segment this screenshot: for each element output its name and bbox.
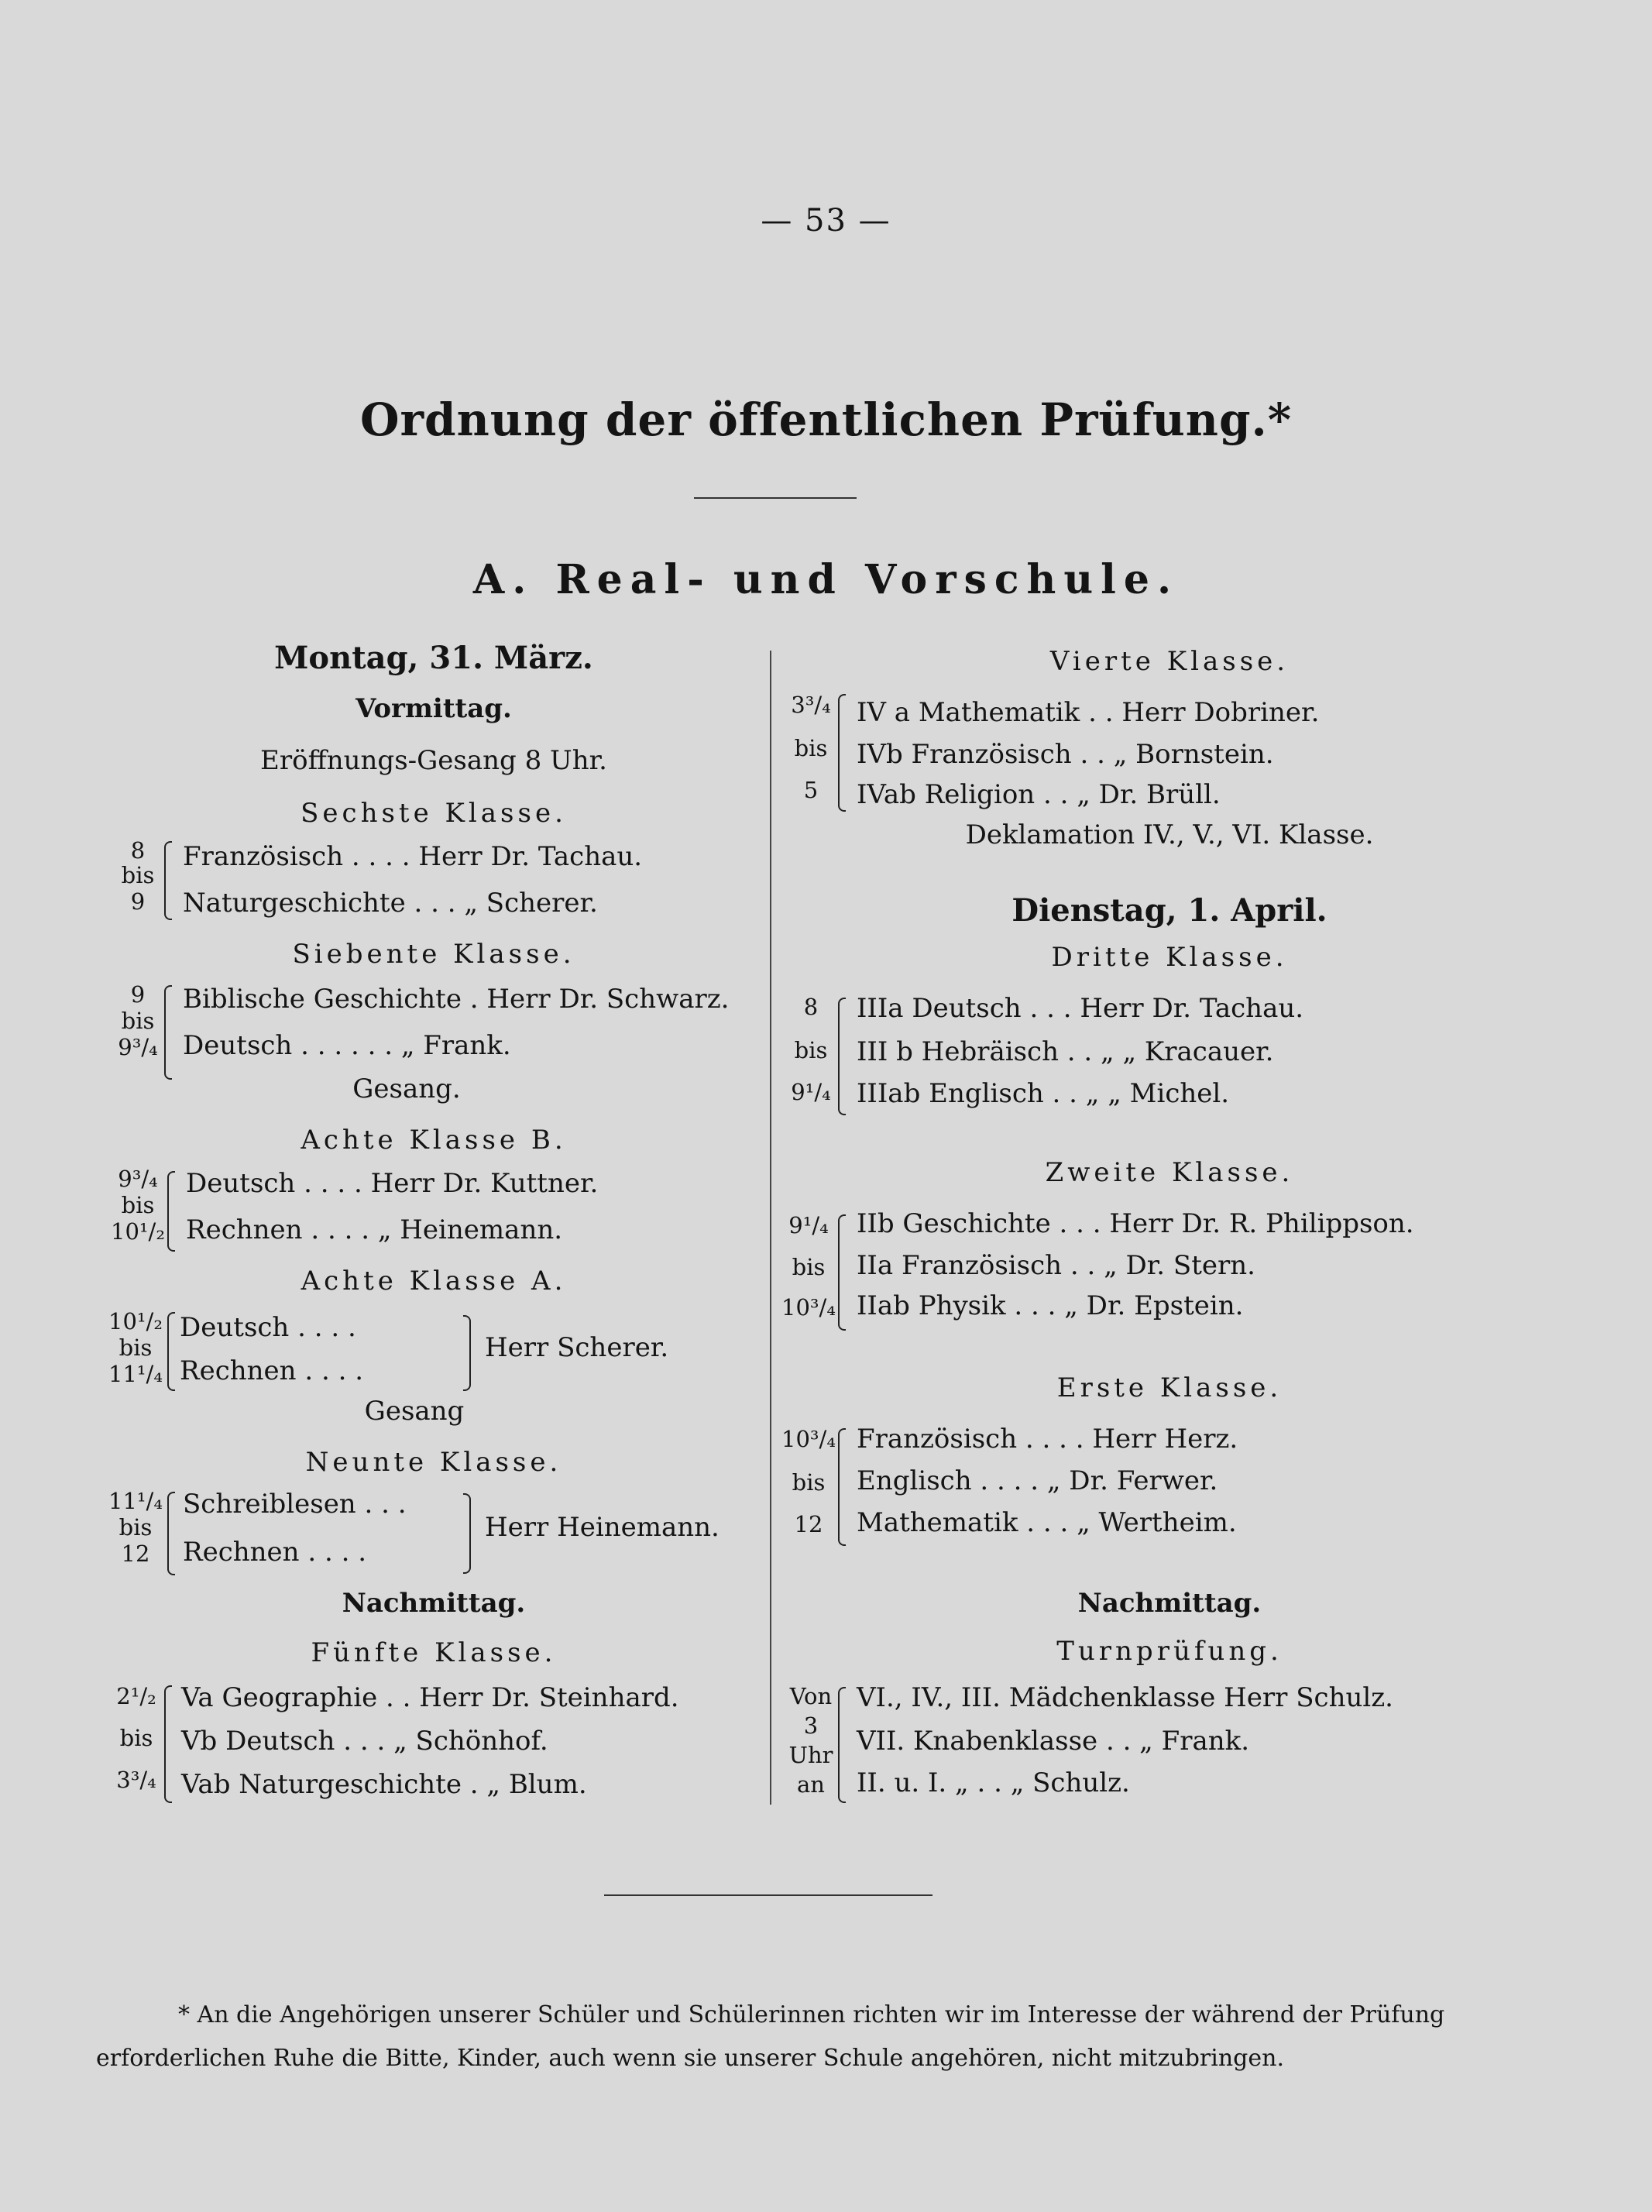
class-heading-5: Fünfte Klasse. <box>311 1637 557 1668</box>
schedule-row: VI., IV., III. Mädchenklasse Herr Schulz. <box>857 1682 1393 1713</box>
afternoon-heading: Nachmittag. <box>1077 1588 1262 1619</box>
time-from: 8 <box>803 994 819 1020</box>
time-bis: bis <box>118 1334 153 1361</box>
schedule-row: Biblische Geschichte . Herr Dr. Schwarz. <box>183 984 730 1015</box>
schedule-row: Mathematik . . . „ Wertheim. <box>857 1507 1237 1538</box>
schedule-row: II. u. I. „ . . „ Schulz. <box>857 1767 1130 1798</box>
class-heading-9: Neunte Klasse. <box>305 1447 562 1478</box>
class-heading-1: Erste Klasse. <box>1056 1372 1283 1403</box>
schedule-row: IIb Geschichte . . . Herr Dr. R. Philippson. <box>857 1208 1414 1239</box>
class-heading-6: Sechste Klasse. <box>301 798 567 829</box>
time-to: 5 <box>803 777 819 803</box>
time-to: 10¹/₂ <box>111 1218 165 1245</box>
footnote-rule <box>604 1894 932 1896</box>
brace <box>838 694 846 812</box>
schedule-row: Va Geographie . . Herr Dr. Steinhard. <box>181 1682 679 1713</box>
brace <box>838 1687 846 1803</box>
time-from: 3³/₄ <box>791 692 831 718</box>
page-title: Ordnung der öffentlichen Prüfung.* <box>359 393 1293 446</box>
time-bis: bis <box>118 1514 153 1540</box>
schedule-row: IIIab Englisch . . „ „ Michel. <box>857 1078 1230 1109</box>
class-heading-7: Siebente Klasse. <box>292 939 575 970</box>
afternoon-heading: Nachmittag. <box>342 1588 526 1619</box>
time-to: 3³/₄ <box>116 1767 156 1793</box>
time-to: 11¹/₄ <box>108 1361 163 1387</box>
schedule-row: IV a Mathematik . . Herr Dobriner. <box>857 697 1320 728</box>
brace <box>164 841 172 920</box>
schedule-row: Englisch . . . . „ Dr. Ferwer. <box>857 1465 1218 1496</box>
page-number: — 53 — <box>761 203 891 239</box>
class-heading-8a: Achte Klasse A. <box>301 1266 567 1297</box>
schedule-row: VII. Knabenklasse . . „ Frank. <box>857 1726 1250 1757</box>
class-heading-8b: Achte Klasse B. <box>301 1125 567 1156</box>
time-to: 12 <box>121 1540 150 1567</box>
day-heading-tuesday: Dienstag, 1. April. <box>1011 892 1327 929</box>
schedule-row: IIab Physik . . . „ Dr. Epstein. <box>857 1290 1244 1321</box>
time-bis: bis <box>121 1008 155 1034</box>
brace-right <box>463 1315 471 1391</box>
time-to: 9 <box>130 888 146 915</box>
opening-song: Eröffnungs-Gesang 8 Uhr. <box>260 745 607 776</box>
title-rule <box>694 497 857 499</box>
schedule-row: IIIa Deutsch . . . Herr Dr. Tachau. <box>857 993 1304 1024</box>
gym-exam-heading: Turnprüfung. <box>1056 1636 1283 1667</box>
schedule-row: Französisch . . . . Herr Herz. <box>857 1424 1238 1455</box>
time-uhr: Uhr <box>788 1742 833 1768</box>
brace <box>167 1171 175 1252</box>
schedule-row: IVb Französisch . . „ Bornstein. <box>857 739 1274 770</box>
time-from: Von <box>789 1683 833 1709</box>
declamation-note: Deklamation IV., V., VI. Klasse. <box>965 819 1374 850</box>
time-bis: bis <box>794 735 828 761</box>
footnote-line-2: erforderlichen Ruhe die Bitte, Kinder, auch wenn sie unserer Schule angehören, nicht mitzubringen. <box>96 2045 1284 2072</box>
time-from: 9³/₄ <box>118 1166 158 1192</box>
time-from: 10³/₄ <box>781 1426 836 1452</box>
class-heading-3: Dritte Klasse. <box>1051 942 1288 973</box>
schedule-row: Rechnen . . . . <box>180 1355 364 1386</box>
time-bis: bis <box>121 1192 155 1218</box>
time-from: 11¹/₄ <box>108 1488 163 1514</box>
schedule-row: Rechnen . . . . <box>183 1537 367 1568</box>
footnote-line-1: * An die Angehörigen unserer Schüler und Schülerinnen richten wir im Interesse der während der Prüfung <box>178 2001 1445 2028</box>
time-from: 8 <box>130 837 146 864</box>
time-an: an <box>797 1771 825 1798</box>
time-hour: 3 <box>803 1712 819 1739</box>
schedule-row: Rechnen . . . . „ Heinemann. <box>186 1214 563 1245</box>
time-bis: bis <box>792 1254 826 1280</box>
brace <box>838 1214 846 1331</box>
brace <box>164 985 172 1080</box>
morning-heading: Vormittag. <box>355 693 512 724</box>
time-from: 9 <box>130 981 146 1008</box>
section-heading: A. Real- und Vorschule. <box>472 556 1180 603</box>
schedule-row: Französisch . . . . Herr Dr. Tachau. <box>183 841 643 872</box>
brace <box>838 1428 846 1546</box>
brace <box>167 1492 175 1575</box>
time-to: 9³/₄ <box>118 1034 158 1060</box>
class-heading-2: Zweite Klasse. <box>1045 1157 1294 1188</box>
time-from: 10¹/₂ <box>108 1308 163 1334</box>
schedule-row: Schreiblesen . . . <box>183 1489 407 1520</box>
time-from: 2¹/₂ <box>116 1683 156 1709</box>
time-bis: bis <box>121 862 155 888</box>
time-from: 9¹/₄ <box>788 1212 829 1238</box>
time-bis: bis <box>792 1469 826 1496</box>
brace <box>164 1685 172 1803</box>
schedule-row: Deutsch . . . . Herr Dr. Kuttner. <box>186 1168 599 1199</box>
schedule-row: IVab Religion . . „ Dr. Brüll. <box>857 779 1221 810</box>
column-divider <box>770 651 771 1805</box>
time-to: 12 <box>794 1511 823 1537</box>
schedule-row: Vb Deutsch . . . „ Schönhof. <box>181 1726 548 1757</box>
teacher-name: Herr Heinemann. <box>485 1512 720 1543</box>
brace <box>167 1312 175 1391</box>
schedule-row: Deutsch . . . . <box>180 1312 356 1343</box>
schedule-row: Naturgeschichte . . . „ Scherer. <box>183 888 598 919</box>
schedule-row: IIa Französisch . . „ Dr. Stern. <box>857 1250 1255 1281</box>
teacher-name: Herr Scherer. <box>485 1332 669 1363</box>
brace <box>838 998 846 1115</box>
song-note: Gesang. <box>352 1073 461 1104</box>
brace-right <box>463 1493 471 1574</box>
schedule-row: III b Hebräisch . . „ „ Kracauer. <box>857 1036 1274 1067</box>
class-heading-4: Vierte Klasse. <box>1049 646 1290 677</box>
time-to: 10³/₄ <box>781 1294 836 1321</box>
schedule-row: Deutsch . . . . . . „ Frank. <box>183 1030 511 1061</box>
song-note: Gesang <box>364 1396 465 1427</box>
time-bis: bis <box>119 1725 153 1751</box>
day-heading-monday: Montag, 31. März. <box>274 640 593 676</box>
time-bis: bis <box>794 1037 828 1063</box>
time-to: 9¹/₄ <box>791 1079 831 1105</box>
schedule-row: Vab Naturgeschichte . „ Blum. <box>181 1769 587 1800</box>
